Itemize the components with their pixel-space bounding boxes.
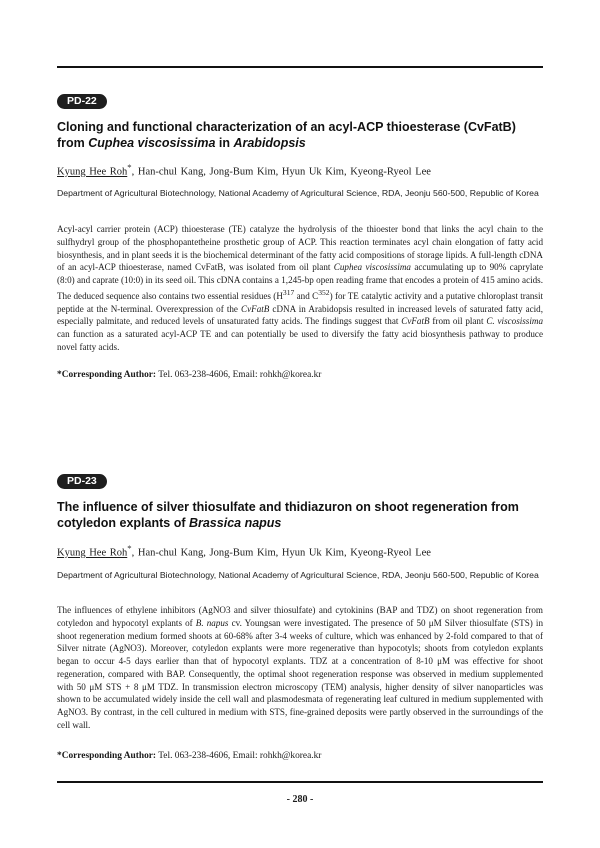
abstract-italic: CvFatB — [241, 303, 270, 314]
abstract — [57, 604, 543, 732]
abstract-text: cv. Youngsan were investigated. The presence of 50 μM Silver thiosulfate (STS) in shoot regeneration medium formed shoots at 60-68% after 3-4 weeks of culture, which was enhanced by 2-fold compared to that of Silver nitrate (AgNO3). Moreover, cotyledon explants were more regenerative than hypocotyls; shoots from cotyledon explants began to occur 4-5 days earlier than that of hypocotyl explants. TDZ at a concentration of 8-10 μM was effective for shoot regeneration, compared with BAP. Consequently, the optimal shoot regeneration response was observed in medium supplemented with 50 μM STS + 8 μM TDZ. In transmission electron microscopy (TEM) analysis, higher density of silver nanoparticles was shown to be accumulated widely inside the cell wall and plasmodesmata of regenerating leaf cultured in medium supplemented with AgNO3. By contrast, in the cell cultured in medium with STS, fine-grained deposits were partly observed in the surroundings of the cell wall. — [57, 617, 544, 730]
abstract-text: and C — [294, 290, 319, 301]
abstract-superscript: 352 — [318, 287, 330, 297]
author-list — [57, 161, 543, 179]
corresponding-mark: * — [127, 543, 132, 553]
affiliation: Department of Agricultural Biotechnology, National Academy of Agricultural Science, RDA, Jeonju 560-500, Republic of Korea — [57, 570, 539, 580]
title-species: Arabidopsis — [233, 136, 306, 150]
abstract-text: can function as a saturated acyl-ACP TE and can potentially be used to diversify the fatty acid biosynthesis pathway to produce novel fatty acids. — [57, 329, 543, 352]
corresponding-label: *Corresponding Author: — [57, 751, 157, 761]
entry-code-badge: PD-22 — [57, 94, 107, 109]
bottom-rule — [57, 781, 543, 783]
abstract-text: The influences of ethylene inhibitors (AgNO3 and silver thiosulfate) and cytokinins (BAP and TDZ) on shoot regeneration from cotyledon and hypocotyl explants of — [57, 605, 543, 628]
abstract-italic: B. napus — [195, 617, 229, 628]
abstract-text: Acyl-acyl carrier protein (ACP) thioesterase (TE) catalyze the hydrolysis of the thioester bond that links the acyl chain to the sulfhydryl group of the phosphopantetheine prosthetic group of ACP. This reaction terminates acyl chain elongation of fatty acid biosynthesis, and in plant seeds it is the biochemical determinant of the fatty acid compositions of storage lipids. A full-length cDNA of an acyl-ACP thioesterase, named CvFatB, was isolated from oil plant — [57, 224, 543, 273]
page-number: - 280 - — [286, 794, 314, 805]
title-species: Cuphea viscosissima — [88, 136, 216, 150]
abstract-text: ) for TE catalytic activity and a putative chloroplast transit peptide at the N-terminal. Overexpression of the — [57, 290, 543, 314]
abstract-italic: CvFatB — [401, 316, 430, 327]
first-author: Kyung Hee Roh — [57, 166, 128, 178]
first-author: Kyung Hee Roh — [57, 547, 128, 559]
entry-title — [57, 119, 547, 151]
abstract-text: from oil plant — [429, 316, 487, 327]
abstract-text: accumulating up to 90% caprylate (8:0) and caprate (10:0) in its seed oil. This cDNA contains a 1,245-bp open reading frame that encodes a protein of 415 amino acids. The deduced sequence also contains two essential residues (H — [57, 262, 543, 301]
corresponding-contact: Tel. 063-238-4606, Email: rohkh@korea.kr — [156, 370, 322, 380]
abstract-text: cDNA in Arabidopsis resulted in increased levels of saturated fatty acid, especially palmitate, and reduced levels of unsaturated fatty acids. The findings suggest that — [57, 303, 544, 327]
title-text: Cloning and functional characterization of an acyl-ACP thioesterase (CvFatB) from — [57, 120, 516, 150]
corresponding-label: *Corresponding Author: — [57, 370, 157, 380]
author-list — [57, 542, 543, 560]
corresponding-contact: Tel. 063-238-4606, Email: rohkh@korea.kr — [156, 751, 322, 761]
abstract-italic: Cuphea viscosissima — [333, 262, 411, 273]
abstract-italic: C. viscosissima — [486, 316, 543, 327]
title-species: Brassica napus — [188, 516, 282, 530]
corresponding-mark: * — [127, 162, 132, 172]
corresponding-author — [57, 369, 543, 381]
affiliation: Department of Agricultural Biotechnology, National Academy of Agricultural Science, RDA, Jeonju 560-500, Republic of Korea — [57, 188, 539, 198]
entry-title — [57, 499, 547, 531]
title-text: The influence of silver thiosulfate and thidiazuron on shoot regeneration from cotyledon explants of — [57, 500, 519, 530]
other-authors: , Han-chul Kang, Jong-Bum Kim, Hyun Uk Kim, Kyeong-Ryeol Lee — [131, 547, 431, 559]
top-rule — [57, 66, 543, 68]
title-text: in — [215, 136, 234, 150]
corresponding-author — [57, 750, 543, 762]
abstract — [57, 223, 543, 354]
other-authors: , Han-chul Kang, Jong-Bum Kim, Hyun Uk Kim, Kyeong-Ryeol Lee — [131, 166, 431, 178]
entry-code-badge: PD-23 — [57, 474, 107, 489]
abstract-superscript: 317 — [282, 287, 295, 297]
